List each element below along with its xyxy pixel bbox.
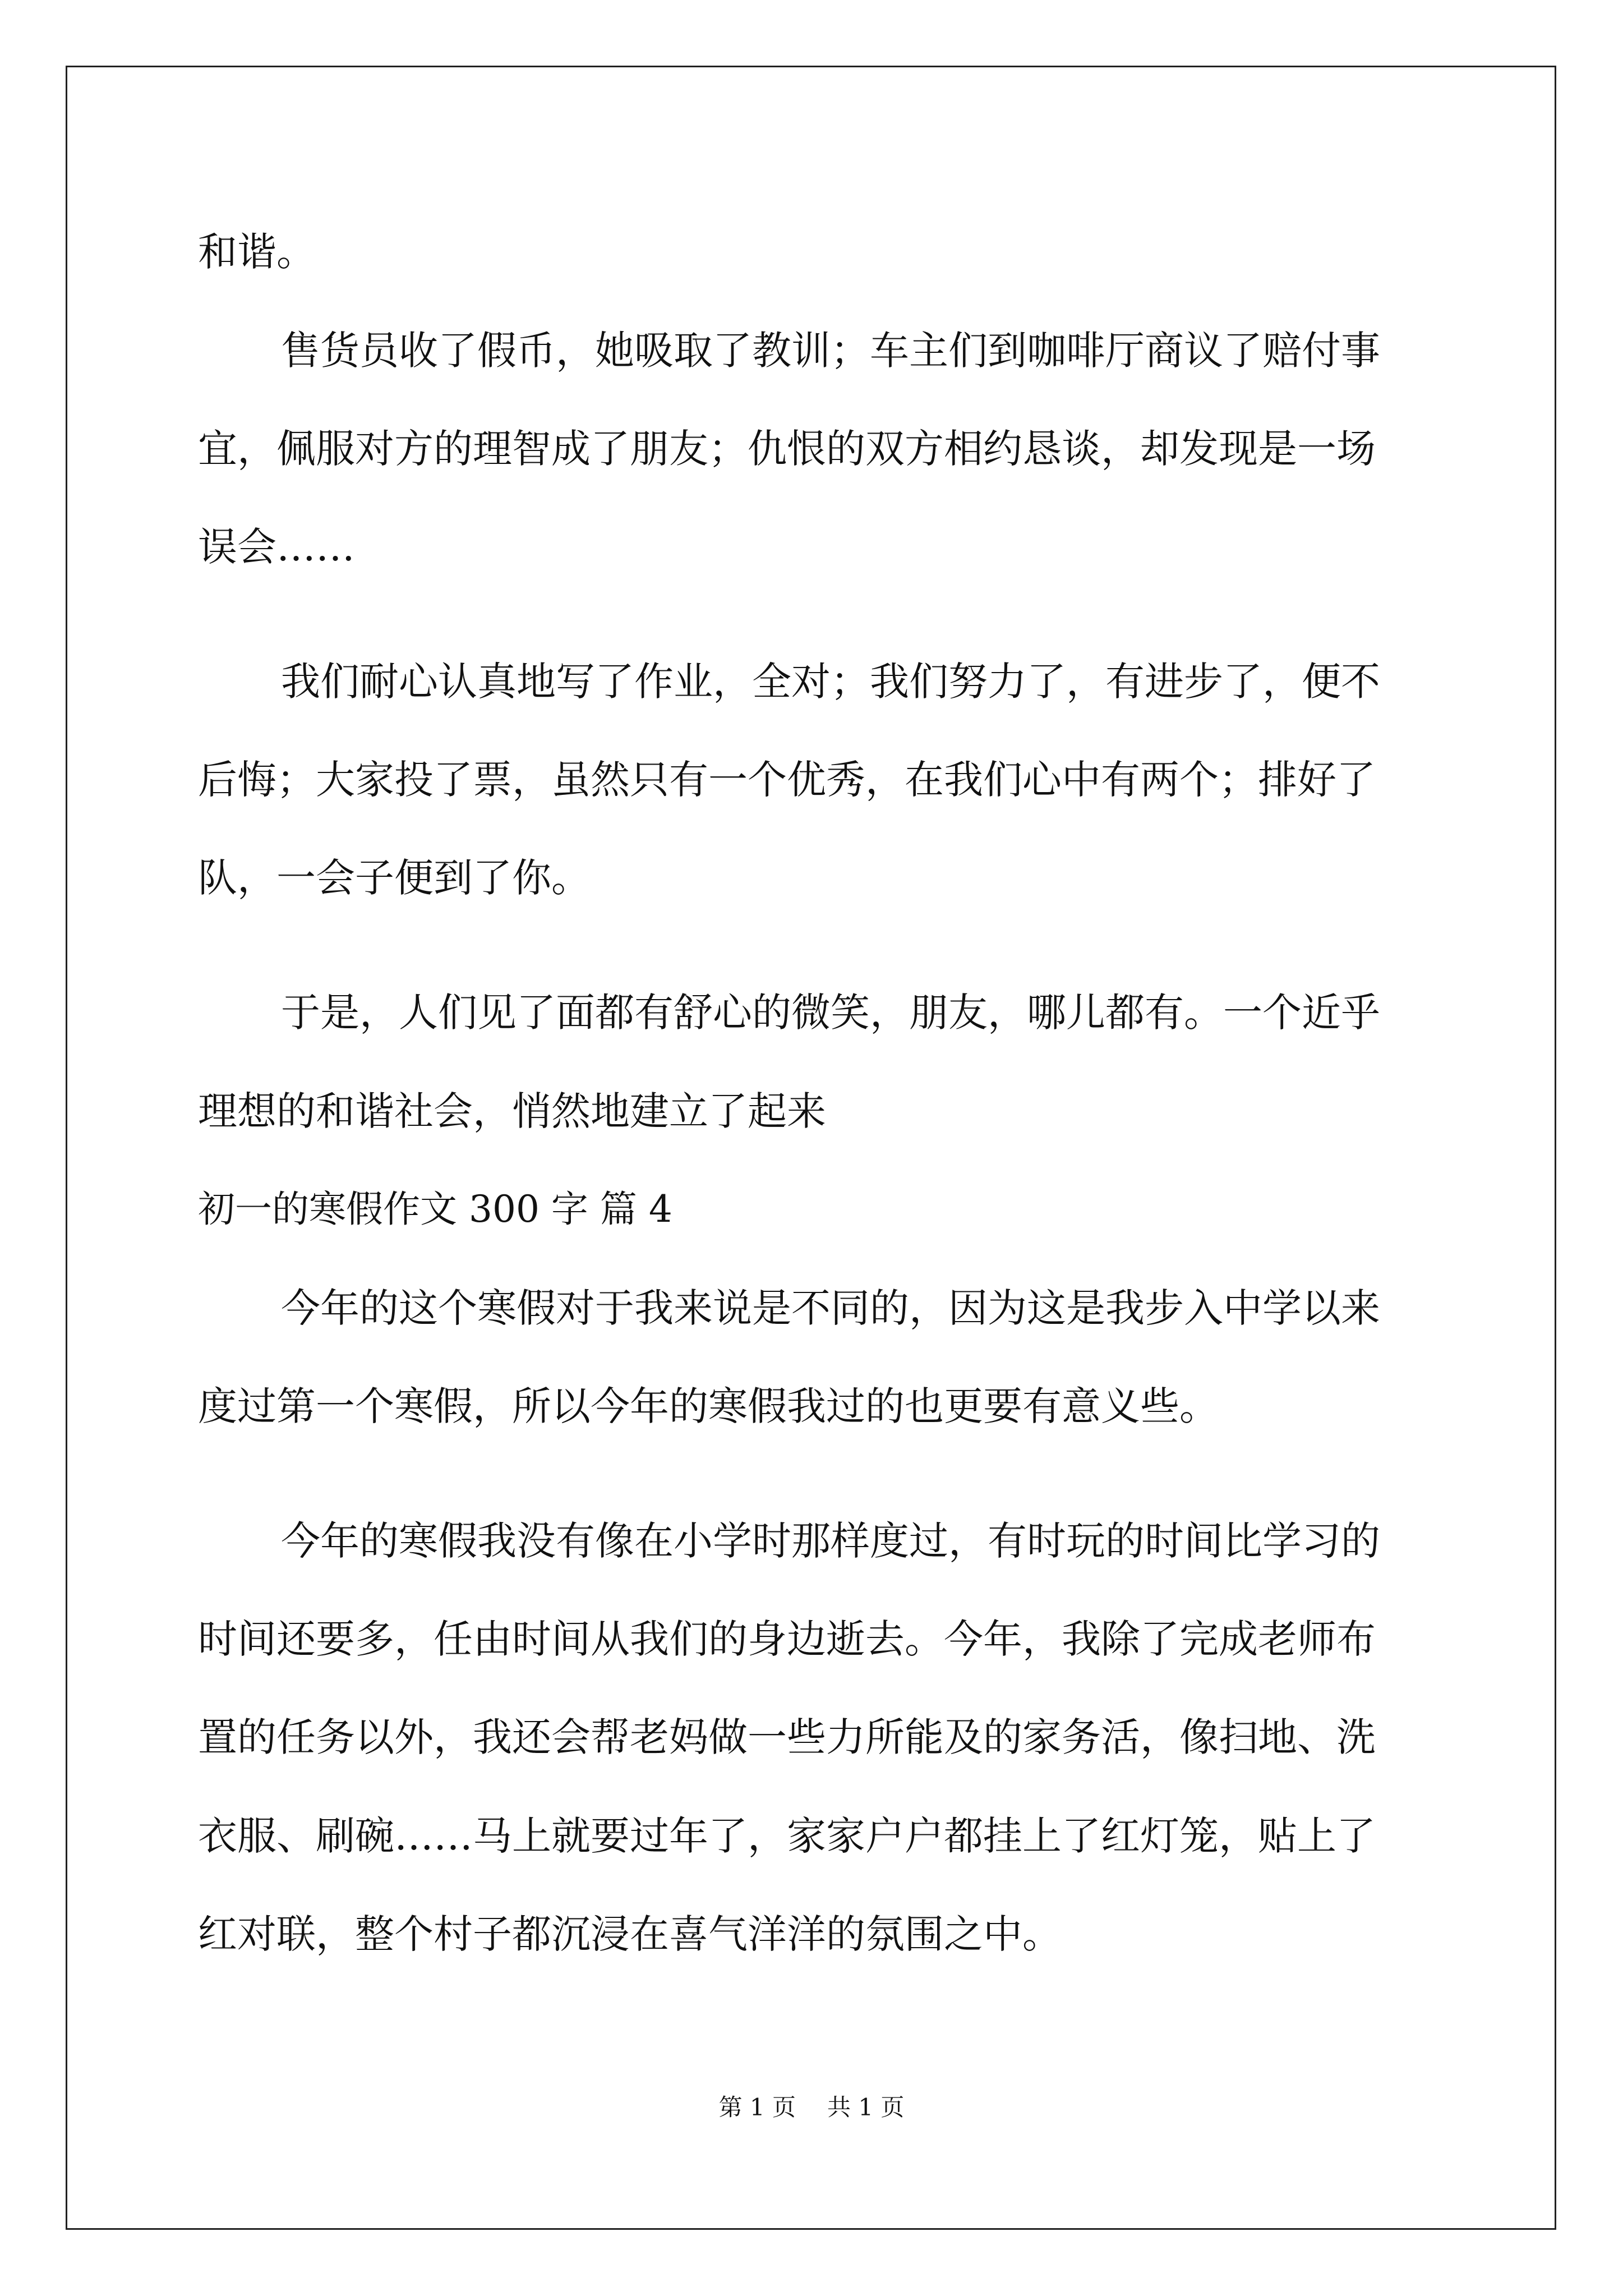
text-line: 时间还要多，任由时间从我们的身边逝去。今年，我除了完成老师布 bbox=[198, 1616, 1376, 1662]
section-heading: 初一的寒假作文 300 字 篇 4 bbox=[198, 1188, 672, 1231]
text-line: 误会…… bbox=[198, 524, 355, 570]
text-line: 和谐。 bbox=[198, 229, 316, 275]
text-line: 队，一会子便到了你。 bbox=[198, 855, 591, 901]
text-line: 红对联，整个村子都沉浸在喜气洋洋的氛围之中。 bbox=[198, 1911, 1062, 1957]
paragraph-first-line: 我们耐心认真地写了作业，全对；我们努力了，有进步了，便不 bbox=[281, 659, 1380, 705]
text-line: 度过第一个寒假，所以今年的寒假我过的也更要有意义些。 bbox=[198, 1383, 1219, 1429]
paragraph-first-line: 今年的这个寒假对于我来说是不同的，因为这是我步入中学以来 bbox=[281, 1285, 1380, 1331]
text-line: 理想的和谐社会，悄然地建立了起来 bbox=[198, 1088, 826, 1134]
page-footer bbox=[0, 2092, 1623, 2123]
text-line: 后悔；大家投了票，虽然只有一个优秀，在我们心中有两个；排好了 bbox=[198, 757, 1376, 803]
paragraph-first-line: 今年的寒假我没有像在小学时那样度过，有时玩的时间比学习的 bbox=[281, 1518, 1380, 1564]
paragraph-first-line: 于是，人们见了面都有舒心的微笑，朋友，哪儿都有。一个近乎 bbox=[281, 990, 1380, 1036]
page-number: 第 1 页 bbox=[718, 2093, 796, 2121]
text-line: 宜，佩服对方的理智成了朋友；仇恨的双方相约恳谈，却发现是一场 bbox=[198, 426, 1376, 472]
paragraph-first-line: 售货员收了假币，她吸取了教训；车主们到咖啡厅商议了赔付事 bbox=[281, 328, 1380, 374]
text-line: 衣服、刷碗……马上就要过年了，家家户户都挂上了红灯笼，贴上了 bbox=[198, 1813, 1376, 1859]
page-border bbox=[66, 66, 1556, 2230]
text-line: 置的任务以外，我还会帮老妈做一些力所能及的家务活，像扫地、洗 bbox=[198, 1714, 1376, 1760]
page-total: 共 1 页 bbox=[827, 2093, 905, 2121]
